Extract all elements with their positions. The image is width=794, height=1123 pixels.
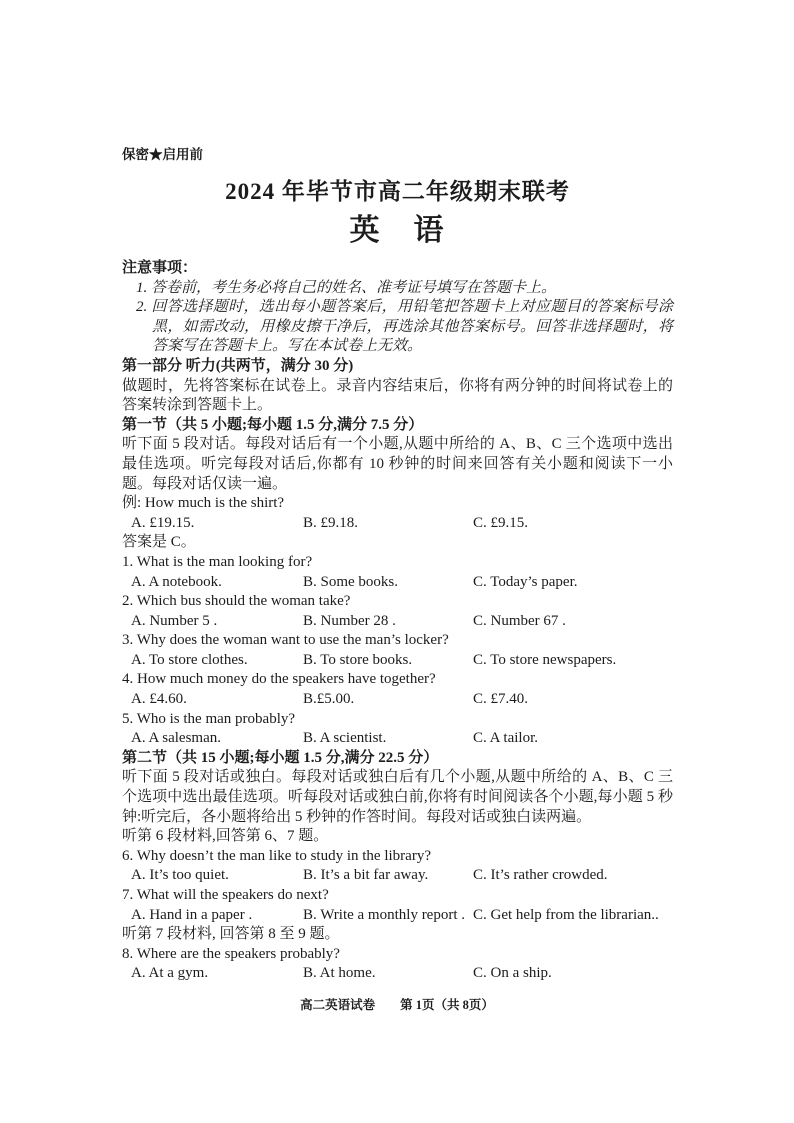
option-b: B. To store books. <box>303 651 413 668</box>
section1-heading: 第一节（共 5 小题;每小题 1.5 分,满分 7.5 分） <box>122 416 424 433</box>
exam-subject: 英 语 <box>349 214 446 247</box>
option-b: B. It’s a bit far away. <box>303 867 429 884</box>
exam-page <box>122 146 673 984</box>
question-block-4 <box>122 670 673 709</box>
section1-instructions: 听下面 5 段对话。每段对话后有一个小题,从题中所给的 A、B、C 三个选项中选出最佳选项。听完每段对话后,你都有 10 秒钟的时间来回答有关小题和阅读下一小题。每段对话仅读一遍。 <box>122 436 673 492</box>
example-question <box>122 494 673 553</box>
material-note-6: 听第 6 段材料,回答第 6、7 题。 <box>122 828 329 845</box>
option-a: A. Hand in a paper . <box>131 906 253 923</box>
material-note-7: 听第 7 段材料, 回答第 8 至 9 题。 <box>122 926 340 943</box>
option-c: C. It’s rather crowded. <box>473 867 608 884</box>
part1-heading: 第一部分 听力(共两节，满分 30 分) <box>122 357 354 374</box>
question-block-5 <box>122 710 673 749</box>
option-a: A. It’s too quiet. <box>131 867 229 884</box>
question-stem: 1. What is the man looking for? <box>122 553 313 570</box>
option-a: A. £4.60. <box>131 691 187 708</box>
options-row <box>122 573 673 593</box>
option-a: A. Number 5 . <box>131 612 218 629</box>
option-a: A. At a gym. <box>131 965 209 982</box>
option-b: B. At home. <box>303 965 376 982</box>
question-stem: 3. Why does the woman want to use the man’s locker? <box>122 632 449 649</box>
part1-instructions: 做题时，先将答案标在试卷上。录音内容结束后，你将有两分钟的时间将试卷上的答案转涂到答题卡上。 <box>122 377 673 414</box>
option-a: A. £19.15. <box>131 514 195 531</box>
options-row <box>122 690 673 710</box>
note-item-1: 1. 答卷前，考生务必将自己的姓名、准考证号填写在答题卡上。 <box>136 279 557 296</box>
options-row <box>122 866 673 886</box>
option-b: B. Write a monthly report . <box>303 906 466 923</box>
question-stem: 8. Where are the speakers probably? <box>122 945 340 962</box>
options-row <box>122 514 673 534</box>
option-a: A. To store clothes. <box>131 651 248 668</box>
option-c: C. A tailor. <box>473 730 539 747</box>
question-block-7 <box>122 886 673 925</box>
question-stem: 例: How much is the shirt? <box>122 495 285 512</box>
notes-section <box>122 259 673 357</box>
option-b: B. A scientist. <box>303 730 387 747</box>
note-item-2: 2. 回答选择题时，选出每小题答案后，用铅笔把答题卡上对应题目的答案标号涂黑，如需改动，用橡皮擦干净后，再选涂其他答案标号。回答非选择题时，将答案写在答题卡上。写在本试卷上无效。 <box>136 299 673 355</box>
option-c: C. £7.40. <box>473 691 529 708</box>
option-b: B. Number 28 . <box>303 612 396 629</box>
options-row <box>122 964 673 984</box>
option-b: B. £9.18. <box>303 514 359 531</box>
question-stem: 2. Which bus should the woman take? <box>122 593 351 610</box>
question-stem: 4. How much money do the speakers have together? <box>122 671 436 688</box>
option-c: C. On a ship. <box>473 965 552 982</box>
option-a: A. A notebook. <box>131 573 222 590</box>
question-block-1 <box>122 553 673 592</box>
option-b: B.£5.00. <box>303 691 355 708</box>
question-block-3 <box>122 631 673 670</box>
question-stem: 5. Who is the man probably? <box>122 710 296 727</box>
footer-page-info: 高二英语试卷 第 1页（共 8页） <box>300 998 494 1012</box>
section2-heading: 第二节（共 15 小题;每小题 1.5 分,满分 22.5 分） <box>122 749 439 766</box>
options-row <box>122 651 673 671</box>
question-block-2 <box>122 592 673 631</box>
exam-title: 2024 年毕节市高二年级期末联考 <box>225 179 570 204</box>
option-a: A. A salesman. <box>131 730 221 747</box>
options-row <box>122 729 673 749</box>
options-row <box>122 612 673 632</box>
option-c: C. To store newspapers. <box>473 651 617 668</box>
question-block-8 <box>122 945 673 984</box>
example-answer: 答案是 C。 <box>122 534 196 551</box>
options-row <box>122 906 673 926</box>
option-c: C. Today’s paper. <box>473 573 578 590</box>
option-c: C. Number 67 . <box>473 612 566 629</box>
option-c: C. £9.15. <box>473 514 529 531</box>
security-notice: 保密★启用前 <box>122 147 203 162</box>
question-block-6 <box>122 847 673 886</box>
question-stem: 7. What will the speakers do next? <box>122 887 329 903</box>
question-stem: 6. Why doesn’t the man like to study in the library? <box>122 847 431 864</box>
option-b: B. Some books. <box>303 573 399 590</box>
option-c: C. Get help from the librarian.. <box>473 906 659 923</box>
notes-heading: 注意事项： <box>122 260 198 276</box>
section2-instructions: 听下面 5 段对话或独白。每段对话或独白后有几个小题,从题中所给的 A、B、C 三个选项中选出最佳选项。听每段对话或独白前,你将有时间阅读各个小题,每小题 5 秒钟:听完后，各小题将给出 5 秒钟的作答时间。每段对话或独白读两遍。 <box>122 769 673 825</box>
